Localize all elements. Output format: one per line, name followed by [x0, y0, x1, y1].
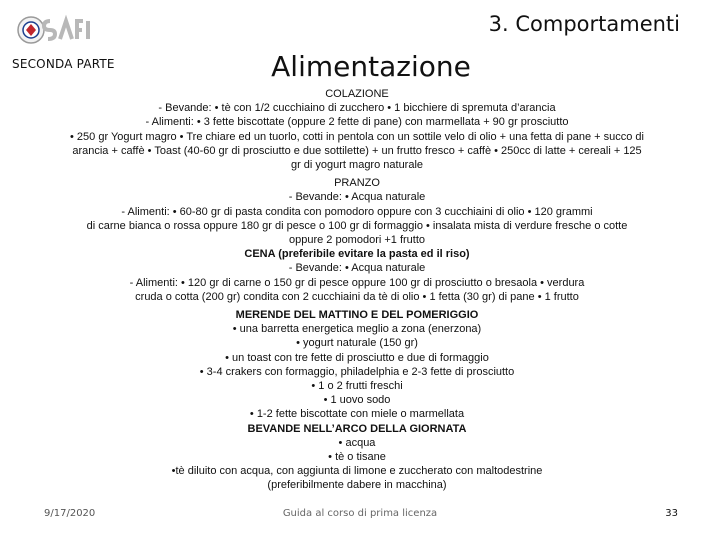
list-item: • una barretta energetica meglio a zona (enerzona) [232, 323, 482, 336]
colazione-heading: COLAZIONE [325, 88, 389, 100]
list-item: • tè o tisane [328, 451, 386, 464]
list-item: • un toast con tre fette di prosciutto e due di formaggio [225, 351, 489, 364]
list-item: • 3-4 crakers con formaggio, philadelphia e 2-3 fette di prosciutto [199, 365, 515, 378]
part-label: SECONDA PARTE [12, 57, 115, 71]
footer-date: 9/17/2020 [44, 508, 96, 519]
colazione-alimenti: - Alimenti: • 3 fette biscottate (oppure 2 fette di pane) con marmellata + 90 gr prosciutto [145, 116, 569, 129]
pranzo-bevande: - Bevande: • Acqua naturale [288, 191, 426, 204]
section-title: 3. Comportamenti [488, 12, 680, 36]
list-item: (preferibilmente dabere in macchina) [267, 479, 447, 492]
cena-heading: CENA (preferibile evitare la pasta ed il riso) [244, 248, 470, 261]
footer-title: Guida al corso di prima licenza [282, 508, 438, 519]
cena-bevande: - Bevande: • Acqua naturale [288, 262, 426, 275]
page-number: 33 [665, 508, 678, 519]
bevande-giornata-heading: BEVANDE NELL’ARCO DELLA GIORNATA [247, 422, 467, 435]
list-item: • acqua [338, 436, 376, 449]
list-item: • 1 uovo sodo [323, 394, 391, 407]
pranzo-heading: PRANZO [334, 177, 380, 190]
slide-content [70, 87, 644, 493]
list-item: •tè diluito con acqua, con aggiunta di limone e zuccherato con maltodestrine [171, 465, 543, 478]
page-title: Alimentazione [271, 50, 471, 83]
pranzo-alimenti-cont: di carne bianca o rossa oppure 180 gr di pesce o 100 gr di formaggio • insalata mista di verdure fresche o cotte oppure 2 pomodori +1 frutto [86, 219, 628, 247]
list-item: • 1-2 fette biscottate con miele o marmellata [249, 408, 465, 421]
colazione-bevande: - Bevande: • tè con 1/2 cucchiaino di zucchero • 1 bicchiere di spremuta d’arancia [158, 102, 556, 115]
list-item: • 1 o 2 frutti freschi [311, 380, 403, 393]
pranzo-alimenti: - Alimenti: • 60-80 gr di pasta condita con pomodoro oppure con 3 cucchiaini di olio • 120 grammi [121, 205, 593, 218]
list-item: • yogurt naturale (150 gr) [296, 337, 418, 350]
colazione-extra: • 250 gr Yogurt magro • Tre chiare ed un tuorlo, cotti in pentola con un sottile velo di olio + una fetta di pane + succo di arancia + caffè • Toast (40-60 gr di prosciutto e due sottilette) + un frutto fresco + caffè • 250cc di latte + cereali + 125 gr di yogurt magro naturale [70, 130, 644, 172]
aci-sport-logo [14, 12, 106, 48]
cena-alimenti: - Alimenti: • 120 gr di carne o 150 gr di pesce oppure 100 gr di prosciutto o bresaola • verdura [129, 276, 585, 289]
merende-heading: MERENDE DEL MATTINO E DEL POMERIGGIO [235, 309, 479, 322]
cena-alimenti-cont: cruda o cotta (200 gr) condita con 2 cucchiaini da tè di olio • 1 fetta (30 gr) di pane • 1 frutto [135, 290, 579, 303]
